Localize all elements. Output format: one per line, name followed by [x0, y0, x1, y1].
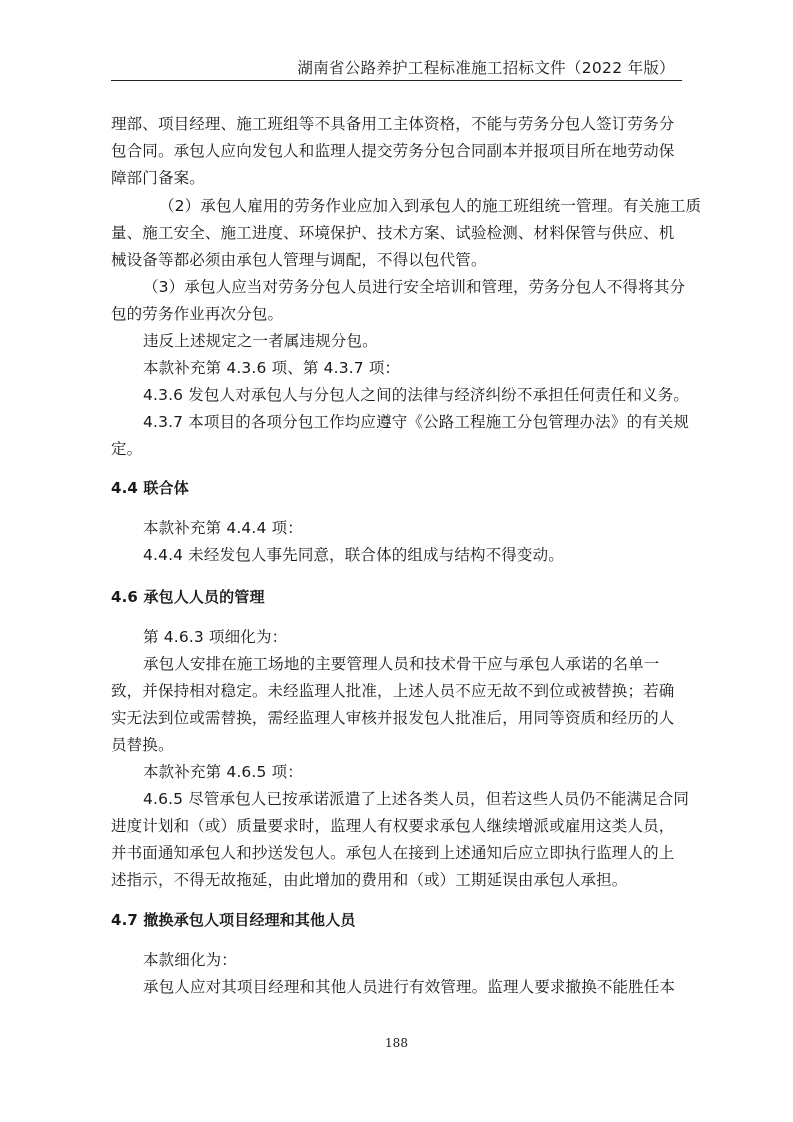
section-heading-4-4: 4.4 联合体 [111, 479, 189, 497]
paragraph-line: 包的劳务作业再次分包。 [111, 305, 284, 323]
paragraph-line: 4.3.7 本项目的各项分包工作均应遵守《公路工程施工分包管理办法》的有关规 [143, 413, 690, 431]
paragraph-line: 包合同。承包人应向发包人和监理人提交劳务分包合同副本并报项目所在地劳动保 [111, 142, 675, 160]
paragraph-line: （2）承包人雇用的劳务作业应加入到承包人的施工班组统一管理。有关施工质 [159, 197, 702, 215]
paragraph-line: 4.3.6 发包人对承包人与分包人之间的法律与经济纠纷不承担任何责任和义务。 [143, 386, 690, 404]
paragraph-line: 4.4.4 未经发包人事先同意，联合体的组成与结构不得变动。 [143, 546, 564, 564]
section-heading-4-7: 4.7 撤换承包人项目经理和其他人员 [111, 911, 356, 929]
paragraph-line: 本款细化为： [143, 951, 237, 969]
paragraph-line: 械设备等都必须由承包人管理与调配，不得以包代管。 [111, 251, 487, 269]
paragraph-line: 理部、项目经理、施工班组等不具备用工主体资格，不能与劳务分包人签订劳务分 [111, 115, 675, 133]
paragraph-line: 并书面通知承包人和抄送发包人。承包人在接到上述通知后应立即执行监理人的上 [111, 844, 675, 862]
paragraph-line: 本款补充第 4.6.5 项： [143, 763, 303, 781]
paragraph-line: 本款补充第 4.3.6 项、第 4.3.7 项： [143, 359, 401, 377]
header-divider [111, 80, 682, 81]
document-title: 湖南省公路养护工程标准施工招标文件（2022 年版） [297, 59, 675, 77]
paragraph-line: 承包人安排在施工场地的主要管理人员和技术骨干应与承包人承诺的名单一 [143, 655, 660, 673]
paragraph-line: 障部门备案。 [111, 169, 205, 187]
paragraph-line: 述指示，不得无故拖延，由此增加的费用和（或）工期延误由承包人承担。 [111, 871, 628, 889]
paragraph-line: 承包人应对其项目经理和其他人员进行有效管理。监理人要求撤换不能胜任本 [143, 978, 676, 996]
paragraph-line: （3）承包人应当对劳务分包人员进行安全培训和管理，劳务分包人不得将其分 [143, 278, 686, 296]
section-heading-4-6: 4.6 承包人人员的管理 [111, 588, 265, 606]
paragraph-line: 致，并保持相对稳定。未经监理人批准，上述人员不应无故不到位或被替换；若确 [111, 682, 675, 700]
paragraph-line: 4.6.5 尽管承包人已按承诺派遣了上述各类人员，但若这些人员仍不能满足合同 [143, 790, 690, 808]
paragraph-line: 定。 [111, 440, 143, 458]
paragraph-line: 违反上述规定之一者属违规分包。 [143, 332, 378, 350]
page-number: 188 [385, 1036, 408, 1050]
paragraph-line: 本款补充第 4.4.4 项： [143, 519, 303, 537]
paragraph-line: 量、施工安全、施工进度、环境保护、技术方案、试验检测、材料保管与供应、机 [111, 224, 675, 242]
paragraph-line: 进度计划和（或）质量要求时，监理人有权要求承包人继续增派或雇用这类人员， [111, 817, 675, 835]
paragraph-line: 第 4.6.3 项细化为： [143, 628, 288, 646]
paragraph-line: 员替换。 [111, 736, 174, 754]
paragraph-line: 实无法到位或需替换，需经监理人审核并报发包人批准后，用同等资质和经历的人 [111, 709, 675, 727]
